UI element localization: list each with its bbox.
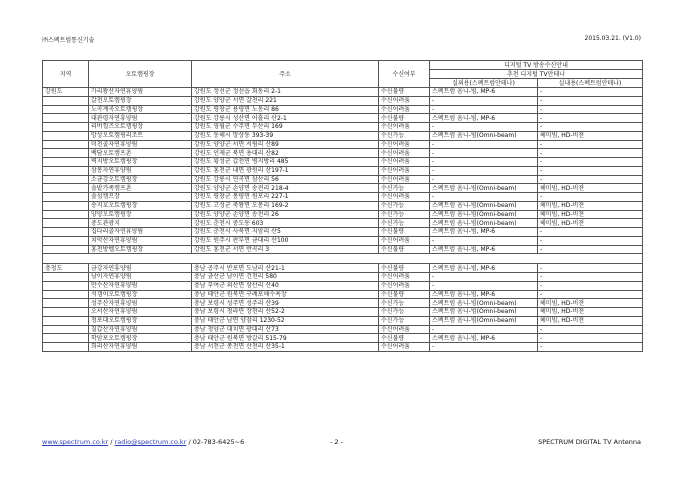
- indoor-antenna-cell: -: [538, 236, 643, 245]
- address-cell: 강원도 영월군 수주면 두산리 169: [192, 123, 379, 132]
- address-cell: 강원도 인제군 북면 용대리 산82: [192, 149, 379, 158]
- recommended-antenna-header: 추천 디지털 TV안테나: [430, 70, 643, 79]
- table-row: [43, 105, 643, 114]
- address-cell: 강원도 횡성군 갑천면 병지방리 485: [192, 158, 379, 167]
- site-name-cell: 중도관광지: [89, 219, 192, 228]
- outdoor-antenna-cell: 스펙트럼 옴니-빔, MP-6: [430, 334, 538, 343]
- reception-status-cell: 수신불량: [379, 245, 430, 254]
- outdoor-antenna-cell: -: [430, 96, 538, 105]
- site-name-cell: 리버힐즈오토캠핑장: [89, 123, 192, 132]
- region-cell: [43, 166, 89, 175]
- address-cell: 강원도 동해시 망상동 393-39: [192, 131, 379, 140]
- table-row: [43, 158, 643, 167]
- outdoor-antenna-cell: -: [430, 273, 538, 282]
- site-name-cell: 집다리골자연휴양림: [89, 228, 192, 237]
- footer-contact: [42, 438, 244, 446]
- outdoor-antenna-cell: -: [430, 175, 538, 184]
- col-address-header: 주소: [192, 61, 379, 88]
- indoor-antenna-cell: -: [538, 273, 643, 282]
- region-cell: [43, 308, 89, 317]
- address-cell: 충남 태안군 원북면 방갈리 515-79: [192, 334, 379, 343]
- table-row: [43, 343, 643, 352]
- outdoor-antenna-cell: -: [430, 166, 538, 175]
- address-cell: 충남 태안군 원북면 구례포해수욕장: [192, 290, 379, 299]
- table-row: [43, 325, 643, 334]
- indoor-antenna-cell: -: [538, 281, 643, 290]
- indoor-antenna-cell: -: [538, 166, 643, 175]
- reception-status-cell: 수신가능: [379, 184, 430, 193]
- outdoor-antenna-cell: 스펙트럼 옴니-빔(Omni-beam): [430, 219, 538, 228]
- table-row: [43, 281, 643, 290]
- table-row: [43, 245, 643, 254]
- outdoor-antenna-cell: 스펙트럼 옴니-빔, MP-6: [430, 264, 538, 273]
- address-cell: 강원도 양양군 서면 갈천리 221: [192, 96, 379, 105]
- region-cell: [43, 290, 89, 299]
- reception-status-cell: 수신불량: [379, 264, 430, 273]
- table-row: [43, 308, 643, 317]
- address-cell: 충남 공주시 반포면 도남리 산21-1: [192, 264, 379, 273]
- site-name-cell: 칠갑산자연휴양림: [89, 325, 192, 334]
- site-name-cell: 노곡계곡오토캠핑장: [89, 105, 192, 114]
- outdoor-antenna-cell: 스펙트럼 옴니-빔, MP-6: [430, 228, 538, 237]
- indoor-antenna-cell: 헤미빔, HD-비젼: [538, 316, 643, 325]
- outdoor-antenna-cell: 스펙트럼 옴니-빔(Omni-beam): [430, 316, 538, 325]
- col-outdoor-header: 실외용(스펙트럼안테나): [430, 79, 538, 88]
- outdoor-antenna-cell: 스펙트럼 옴니-빔(Omni-beam): [430, 210, 538, 219]
- indoor-antenna-cell: 헤미빔, HD-비젼: [538, 184, 643, 193]
- phone-number: 02-783-6425~6: [192, 438, 245, 446]
- table-row: [43, 316, 643, 325]
- region-cell: [43, 325, 89, 334]
- address-cell: 강원도 강릉시 성산면 어흘리 산2-1: [192, 114, 379, 123]
- table-row: [43, 210, 643, 219]
- indoor-antenna-cell: -: [538, 123, 643, 132]
- table-row: [43, 149, 643, 158]
- region-cell: [43, 105, 89, 114]
- site-name-cell: 벽지방오토캠핑장: [89, 158, 192, 167]
- outdoor-antenna-cell: -: [430, 325, 538, 334]
- reception-status-cell: 수신가능: [379, 201, 430, 210]
- indoor-antenna-cell: -: [538, 264, 643, 273]
- indoor-antenna-cell: -: [538, 245, 643, 254]
- reception-status-cell: 수신어려움: [379, 123, 430, 132]
- address-cell: 강원도 양양군 손양면 송전리 218-4: [192, 184, 379, 193]
- outdoor-antenna-cell: 스펙트럼 옴니-빔(Omni-beam): [430, 131, 538, 140]
- reception-status-cell: 수신가능: [379, 308, 430, 317]
- address-cell: 충남 태안군 남면 양잠리 1230-52: [192, 316, 379, 325]
- indoor-antenna-cell: 헤미빔, HD-비젼: [538, 299, 643, 308]
- table-row: [43, 175, 643, 184]
- region-cell: [43, 273, 89, 282]
- outdoor-antenna-cell: -: [430, 193, 538, 202]
- reception-status-cell: [379, 254, 430, 264]
- indoor-antenna-cell: -: [538, 343, 643, 352]
- address-cell: 강원도 홍천군 내면 광원리 산197-1: [192, 166, 379, 175]
- indoor-antenna-cell: -: [538, 158, 643, 167]
- outdoor-antenna-cell: [430, 254, 538, 264]
- site-name-cell: 대관령자연휴양림: [89, 114, 192, 123]
- address-cell: 충남 서천군 종천면 산천리 산35-1: [192, 343, 379, 352]
- site-name-cell: 만수산자연휴양림: [89, 281, 192, 290]
- email-link[interactable]: radio@spectrum.co.kr: [114, 438, 187, 446]
- reception-status-cell: 수신어려움: [379, 105, 430, 114]
- indoor-antenna-cell: -: [538, 334, 643, 343]
- table-body: [43, 88, 643, 352]
- col-reception-header: 수신여부: [379, 61, 430, 88]
- address-cell: 충남 보령시 성주면 성주리 산39: [192, 299, 379, 308]
- address-cell: 강원도 평창군 봉평면 원포리 227-1: [192, 193, 379, 202]
- region-cell: [43, 114, 89, 123]
- address-cell: 충남 청양군 대치면 광대리 산73: [192, 325, 379, 334]
- address-cell: 강원도 양양군 서면 서림리 산89: [192, 140, 379, 149]
- region-cell: [43, 131, 89, 140]
- site-name-cell: 치악산자연휴양림: [89, 236, 192, 245]
- table-row: [43, 219, 643, 228]
- region-cell: [43, 219, 89, 228]
- site-name-cell: 성주산자연휴양림: [89, 299, 192, 308]
- indoor-antenna-cell: -: [538, 193, 643, 202]
- region-cell: [43, 299, 89, 308]
- outdoor-antenna-cell: 스펙트럼 옴니-빔, MP-6: [430, 290, 538, 299]
- reception-status-cell: 수신가능: [379, 131, 430, 140]
- site-name-cell: 망상오토캠핑리조트: [89, 131, 192, 140]
- indoor-antenna-cell: 헤미빔, HD-비젼: [538, 201, 643, 210]
- table-row: [43, 236, 643, 245]
- reception-status-cell: 수신어려움: [379, 166, 430, 175]
- outdoor-antenna-cell: 스펙트럼 옴니-빔, MP-6: [430, 114, 538, 123]
- col-name-header: 오토캠핑장: [89, 61, 192, 88]
- table-row: [43, 123, 643, 132]
- site-name-cell: 석갬이오토캠핑장: [89, 290, 192, 299]
- region-cell: [43, 316, 89, 325]
- region-cell: [43, 96, 89, 105]
- region-cell: [43, 334, 89, 343]
- region-cell: [43, 245, 89, 254]
- address-cell: 강원도 춘천시 중도동 603: [192, 219, 379, 228]
- address-cell: 강원도 고성군 죽왕면 오봉리 169-2: [192, 201, 379, 210]
- site-name-cell: 남이자연휴양림: [89, 273, 192, 282]
- camping-site-table: [42, 60, 643, 352]
- footer-separator: /: [188, 438, 191, 446]
- footer-separator: /: [110, 438, 113, 446]
- table-row: [43, 114, 643, 123]
- table-row: [43, 184, 643, 193]
- indoor-antenna-cell: -: [538, 290, 643, 299]
- site-name-cell: [89, 254, 192, 264]
- indoor-antenna-cell: 헤미빔, HD-비젼: [538, 210, 643, 219]
- outdoor-antenna-cell: -: [430, 123, 538, 132]
- outdoor-antenna-cell: 스펙트럼 옴니-빔(Omni-beam): [430, 308, 538, 317]
- table-row: [43, 88, 643, 97]
- site-name-cell: 홍천방벨오토캠핑장: [89, 245, 192, 254]
- region-cell: [43, 236, 89, 245]
- reception-status-cell: 수신어려움: [379, 325, 430, 334]
- reception-status-cell: 수신어려움: [379, 140, 430, 149]
- address-cell: [192, 254, 379, 264]
- region-cell: [43, 123, 89, 132]
- table-row: [43, 166, 643, 175]
- site-name-cell: 양양오토캠핑장: [89, 210, 192, 219]
- region-cell: [43, 175, 89, 184]
- reception-status-cell: 수신어려움: [379, 158, 430, 167]
- website-link[interactable]: www.spectrum.co.kr: [42, 438, 109, 446]
- reception-status-cell: 수신어려움: [379, 149, 430, 158]
- indoor-antenna-cell: -: [538, 140, 643, 149]
- col-indoor-header: 실내용(스펙트럼안테나): [538, 79, 643, 88]
- table-row: [43, 201, 643, 210]
- table-row: [43, 131, 643, 140]
- address-cell: 강원도 평창군 용평면 노동리 86: [192, 105, 379, 114]
- table-row: [43, 299, 643, 308]
- address-cell: 충남 보령시 청라면 장현리 산52-2: [192, 308, 379, 317]
- table-row: [43, 228, 643, 237]
- table-row: [43, 290, 643, 299]
- outdoor-antenna-cell: -: [430, 158, 538, 167]
- site-name-cell: 오서산자연휴양림: [89, 308, 192, 317]
- reception-status-cell: 수신가능: [379, 219, 430, 228]
- site-name-cell: 백담오토캠프촌: [89, 149, 192, 158]
- indoor-antenna-cell: -: [538, 105, 643, 114]
- outdoor-antenna-cell: 스펙트럼 옴니-빔, MP-6: [430, 88, 538, 97]
- table-row: [43, 140, 643, 149]
- reception-status-cell: 수신불량: [379, 228, 430, 237]
- outdoor-antenna-cell: -: [430, 343, 538, 352]
- site-name-cell: 갈천오토캠핑장: [89, 96, 192, 105]
- reception-status-cell: 수신어려움: [379, 273, 430, 282]
- outdoor-antenna-cell: -: [430, 149, 538, 158]
- page-number: - 2 -: [330, 438, 343, 446]
- spacer-row: [43, 254, 643, 264]
- indoor-antenna-cell: -: [538, 228, 643, 237]
- outdoor-antenna-cell: -: [430, 281, 538, 290]
- region-cell: [43, 184, 89, 193]
- site-name-cell: 청포대오토캠핑장: [89, 316, 192, 325]
- product-name: SPECTRUM DIGITAL TV Antenna: [538, 438, 641, 446]
- region-cell: [43, 254, 89, 264]
- outdoor-antenna-cell: 스펙트럼 옴니-빔(Omni-beam): [430, 299, 538, 308]
- outdoor-antenna-cell: -: [430, 105, 538, 114]
- address-cell: 강원도 춘천시 사북면 지암리 산5: [192, 228, 379, 237]
- reception-status-cell: 수신가능: [379, 316, 430, 325]
- outdoor-antenna-cell: 스펙트럼 옴니-빔(Omni-beam): [430, 184, 538, 193]
- table-row: [43, 273, 643, 282]
- reception-status-cell: 수신어려움: [379, 236, 430, 245]
- indoor-antenna-cell: -: [538, 149, 643, 158]
- region-cell: [43, 193, 89, 202]
- outdoor-antenna-cell: 스펙트럼 옴니-빔, MP-6: [430, 245, 538, 254]
- address-cell: 강원도 정선군 정선읍 회동리 2-1: [192, 88, 379, 97]
- site-name-cell: 학암포오토캠핑장: [89, 334, 192, 343]
- site-name-cell: 희리산자연휴양림: [89, 343, 192, 352]
- site-name-cell: 솔밭가족캠프촌: [89, 184, 192, 193]
- region-cell: [43, 201, 89, 210]
- reception-status-cell: 수신어려움: [379, 343, 430, 352]
- region-cell: 강원도: [43, 88, 89, 97]
- reception-status-cell: 수신가능: [379, 210, 430, 219]
- region-cell: [43, 149, 89, 158]
- address-cell: 강원도 홍천군 서면 반곡리 3: [192, 245, 379, 254]
- broadcast-guide-header: 디지털 TV 방송수신안내: [430, 61, 643, 70]
- col-region-header: 지역: [43, 61, 89, 88]
- address-cell: 강원도 원주시 판부면 금대리 산100: [192, 236, 379, 245]
- indoor-antenna-cell: -: [538, 96, 643, 105]
- region-cell: [43, 281, 89, 290]
- reception-status-cell: 수신어려움: [379, 281, 430, 290]
- table-row: [43, 193, 643, 202]
- region-cell: [43, 158, 89, 167]
- indoor-antenna-cell: -: [538, 88, 643, 97]
- site-name-cell: 송지호오토캠핑장: [89, 201, 192, 210]
- reception-status-cell: 수신불량: [379, 88, 430, 97]
- reception-status-cell: 수신어려움: [379, 193, 430, 202]
- region-cell: [43, 140, 89, 149]
- region-cell: [43, 210, 89, 219]
- table-row: [43, 96, 643, 105]
- indoor-antenna-cell: 헤미빔, HD-비젼: [538, 308, 643, 317]
- indoor-antenna-cell: [538, 254, 643, 264]
- region-cell: 충청도: [43, 264, 89, 273]
- address-cell: 강원도 양양군 손양면 송전리 26: [192, 210, 379, 219]
- reception-status-cell: 수신어려움: [379, 175, 430, 184]
- indoor-antenna-cell: -: [538, 114, 643, 123]
- outdoor-antenna-cell: -: [430, 236, 538, 245]
- indoor-antenna-cell: -: [538, 325, 643, 334]
- reception-status-cell: 수신어려움: [379, 96, 430, 105]
- outdoor-antenna-cell: 스펙트럼 옴니-빔(Omni-beam): [430, 201, 538, 210]
- table-row: [43, 334, 643, 343]
- site-name-cell: 삼봉자연휴양림: [89, 166, 192, 175]
- indoor-antenna-cell: 헤미빔, HD-비젼: [538, 131, 643, 140]
- reception-status-cell: 수신불량: [379, 114, 430, 123]
- region-cell: [43, 343, 89, 352]
- site-name-cell: 가리왕산자연휴양림: [89, 88, 192, 97]
- reception-status-cell: 수신가능: [379, 299, 430, 308]
- site-name-cell: 금강자연휴양림: [89, 264, 192, 273]
- company-name: ㈜스펙트럼통신기술: [42, 37, 95, 44]
- address-cell: 강원도 강릉시 연곡면 삼산리 56: [192, 175, 379, 184]
- indoor-antenna-cell: 헤미빔, HD-비젼: [538, 219, 643, 228]
- site-name-cell: 미천골자연휴양림: [89, 140, 192, 149]
- table-row: [43, 264, 643, 273]
- address-cell: 충남 부여군 외산면 삼산리 산40: [192, 281, 379, 290]
- outdoor-antenna-cell: -: [430, 140, 538, 149]
- region-cell: [43, 228, 89, 237]
- site-name-cell: 소금강오토캠핑장: [89, 175, 192, 184]
- indoor-antenna-cell: -: [538, 175, 643, 184]
- document-version: 2015.03.21. (V1.0): [584, 35, 641, 42]
- reception-status-cell: 수신불량: [379, 334, 430, 343]
- address-cell: 충남 금산군 남이면 건천리 580: [192, 273, 379, 282]
- reception-status-cell: 수신불량: [379, 290, 430, 299]
- site-name-cell: 솔섬캠프장: [89, 193, 192, 202]
